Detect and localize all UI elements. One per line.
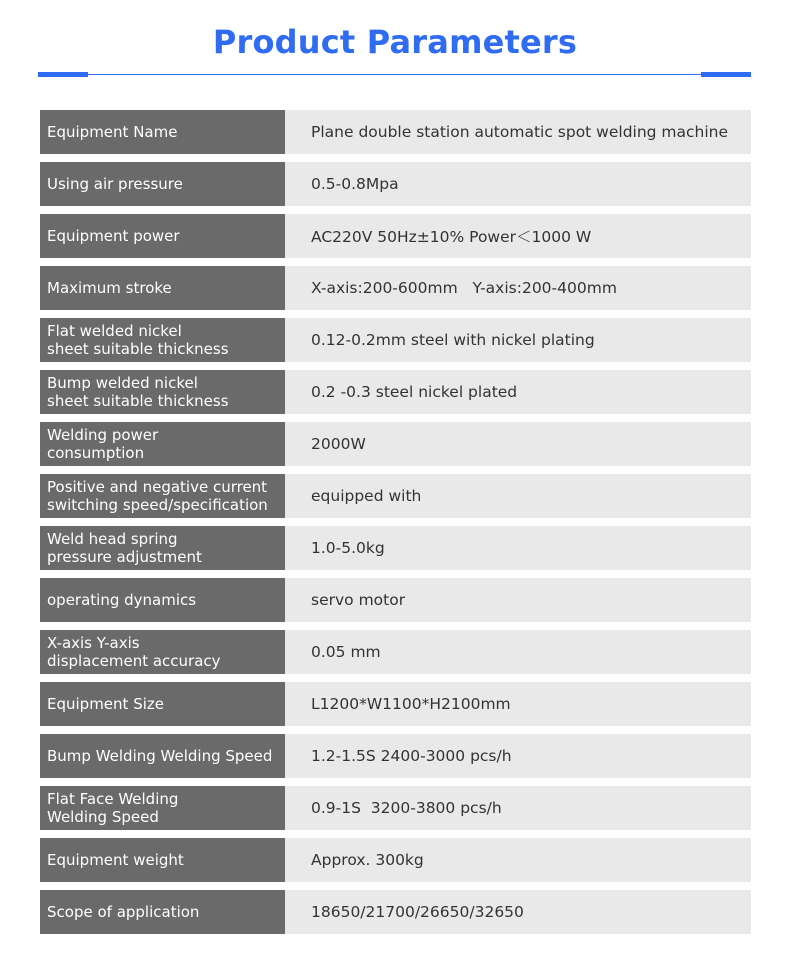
parameter-label: Flat welded nickel sheet suitable thickness (40, 318, 285, 362)
parameter-value: AC220V 50Hz±10% Power＜1000 W (285, 214, 751, 258)
divider-cap-left (38, 72, 88, 77)
table-row (40, 214, 751, 258)
parameter-value: servo motor (285, 578, 751, 622)
parameter-label: Bump welded nickel sheet suitable thickness (40, 370, 285, 414)
table-row (40, 110, 751, 154)
title-divider (40, 74, 750, 75)
parameter-value: 0.9-1S 3200-3800 pcs/h (285, 786, 751, 830)
parameter-value: 0.2 -0.3 steel nickel plated (285, 370, 751, 414)
parameter-label: Weld head spring pressure adjustment (40, 526, 285, 570)
table-row (40, 162, 751, 206)
table-row (40, 422, 751, 466)
table-row (40, 266, 751, 310)
parameter-value: 1.0-5.0kg (285, 526, 751, 570)
parameter-label: Using air pressure (40, 162, 285, 206)
parameter-value: 1.2-1.5S 2400-3000 pcs/h (285, 734, 751, 778)
parameter-value: X-axis:200-600mm Y-axis:200-400mm (285, 266, 751, 310)
parameter-value: equipped with (285, 474, 751, 518)
parameter-value: Plane double station automatic spot welding machine (285, 110, 751, 154)
parameters-table (40, 110, 751, 942)
parameter-label: Maximum stroke (40, 266, 285, 310)
parameter-value: 18650/21700/26650/32650 (285, 890, 751, 934)
table-row (40, 786, 751, 830)
table-row (40, 838, 751, 882)
parameter-value: L1200*W1100*H2100mm (285, 682, 751, 726)
parameter-label: X-axis Y-axis displacement accuracy (40, 630, 285, 674)
page-title: Product Parameters (212, 23, 578, 61)
parameter-label: Welding power consumption (40, 422, 285, 466)
parameter-label: Bump Welding Welding Speed (40, 734, 285, 778)
parameter-label: Equipment power (40, 214, 285, 258)
table-row (40, 474, 751, 518)
parameter-label: Equipment weight (40, 838, 285, 882)
table-row (40, 682, 751, 726)
parameter-value: 0.5-0.8Mpa (285, 162, 751, 206)
table-row (40, 734, 751, 778)
table-row (40, 526, 751, 570)
parameter-label: Equipment Name (40, 110, 285, 154)
parameter-value: 0.05 mm (285, 630, 751, 674)
parameter-value: Approx. 300kg (285, 838, 751, 882)
divider-cap-right (701, 72, 751, 77)
parameter-label: Equipment Size (40, 682, 285, 726)
table-row (40, 370, 751, 414)
parameter-label: Scope of application (40, 890, 285, 934)
parameter-label: Flat Face Welding Welding Speed (40, 786, 285, 830)
parameter-label: operating dynamics (40, 578, 285, 622)
parameter-value: 0.12-0.2mm steel with nickel plating (285, 318, 751, 362)
table-row (40, 578, 751, 622)
table-row (40, 318, 751, 362)
table-row (40, 630, 751, 674)
parameter-value: 2000W (285, 422, 751, 466)
table-row (40, 890, 751, 934)
parameter-label: Positive and negative current switching speed/specification (40, 474, 285, 518)
